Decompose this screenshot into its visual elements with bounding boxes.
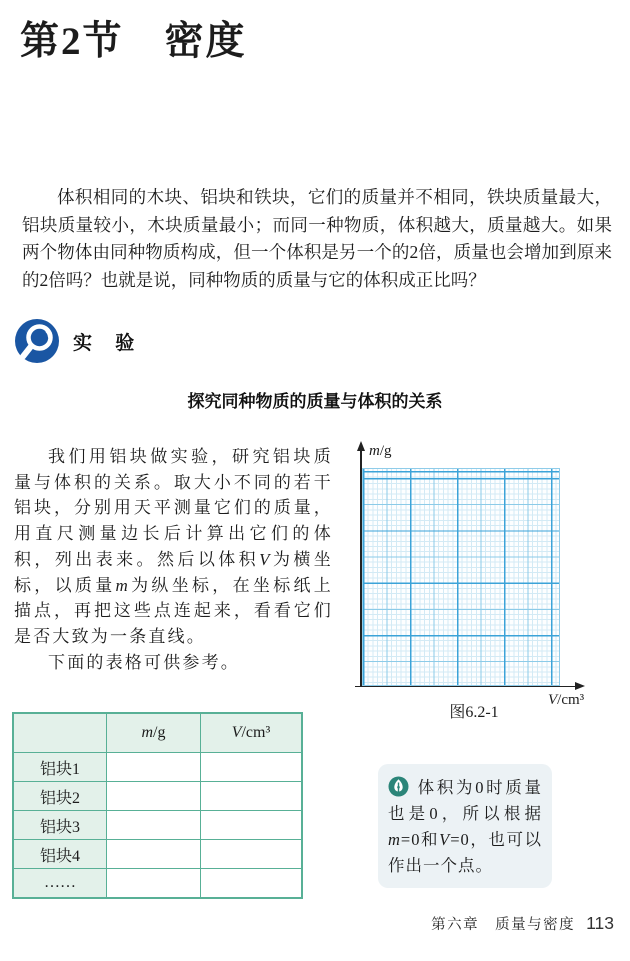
variable-m: m: [115, 575, 130, 595]
table-row: [13, 811, 302, 840]
row-label: 铝块2: [13, 782, 107, 811]
page-number: 113: [586, 913, 614, 933]
graph-paper-grid: [362, 468, 560, 686]
chapter-title: 第六章 质量与密度: [431, 917, 576, 933]
figure-6-2-1: [345, 442, 607, 724]
intro-paragraph: 体积相同的木块、铝块和铁块，它们的质量并不相同，铁块质量最大，铝块质量较小，木块质量最小；而同一种物质，体积越大，质量越大。如果两个物体由同种物质构成，但一个体积是另一个的2倍，质量也会增加到原来的2倍吗？也就是说，同种物质的质量与它的体积成正比吗？: [22, 187, 612, 290]
x-axis-arrow-icon: [575, 682, 585, 690]
figure-caption: 图6.2-1: [449, 704, 499, 721]
y-axis-arrow-icon: [357, 441, 365, 451]
data-table: [12, 712, 303, 899]
column-header-volume: V/cm³: [201, 713, 303, 753]
empty-volume-cell: [201, 840, 303, 869]
experiment-description: [14, 444, 333, 675]
row-label: ……: [13, 869, 107, 899]
pen-nib-icon: [388, 776, 409, 797]
row-label: 铝块3: [13, 811, 107, 840]
x-axis-label: V/cm³: [548, 692, 585, 708]
empty-mass-cell: [107, 753, 201, 782]
empty-volume-cell: [201, 869, 303, 899]
x-axis-line: [355, 686, 577, 688]
empty-volume-cell: [201, 811, 303, 840]
note-text: 体积为0时质量也是0，所以根据: [388, 778, 542, 823]
column-header-mass: m/g: [107, 713, 201, 753]
experiment-section-label: 实 验: [73, 332, 144, 354]
empty-mass-cell: [107, 811, 201, 840]
table-row: [13, 840, 302, 869]
magnifier-icon: [14, 318, 60, 364]
table-hint: 下面的表格可供参考。: [48, 652, 240, 672]
y-axis-label: m/g: [369, 443, 392, 459]
empty-volume-cell: [201, 782, 303, 811]
variable-V: V: [439, 830, 451, 849]
variable-m: m: [388, 830, 401, 849]
row-label: 铝块4: [13, 840, 107, 869]
row-label: 铝块1: [13, 753, 107, 782]
empty-mass-cell: [107, 869, 201, 899]
corner-cell: [13, 713, 107, 753]
table-row: [13, 753, 302, 782]
empty-volume-cell: [201, 753, 303, 782]
empty-mass-cell: [107, 840, 201, 869]
empty-mass-cell: [107, 782, 201, 811]
experiment-paragraph: 我们用铝块做实验，研究铝块质量与体积的关系。取大小不同的若干铝块，分别用天平测量它们的质量，用直尺测量边长后计算出它们的体积，列出表来。然后以体积V为横坐标，以质量m为纵坐标，在坐标纸上描点，再把这些点连起来，看看它们是否大致为一条直线。: [14, 447, 334, 646]
experiment-title: 探究同种物质的质量与体积的关系: [187, 392, 443, 411]
note-box: 体积为0时质量也是0，所以根据m=0和V=0，也可以作出一个点。: [378, 764, 552, 888]
table-row: [13, 782, 302, 811]
page-title: 第2节 密度: [20, 20, 247, 63]
variable-V: V: [259, 549, 272, 569]
experiment-section-header: [14, 318, 143, 364]
table-row: [13, 869, 302, 899]
table-header-row: [13, 713, 302, 753]
page-footer: [431, 913, 614, 934]
y-axis-line: [360, 450, 362, 687]
